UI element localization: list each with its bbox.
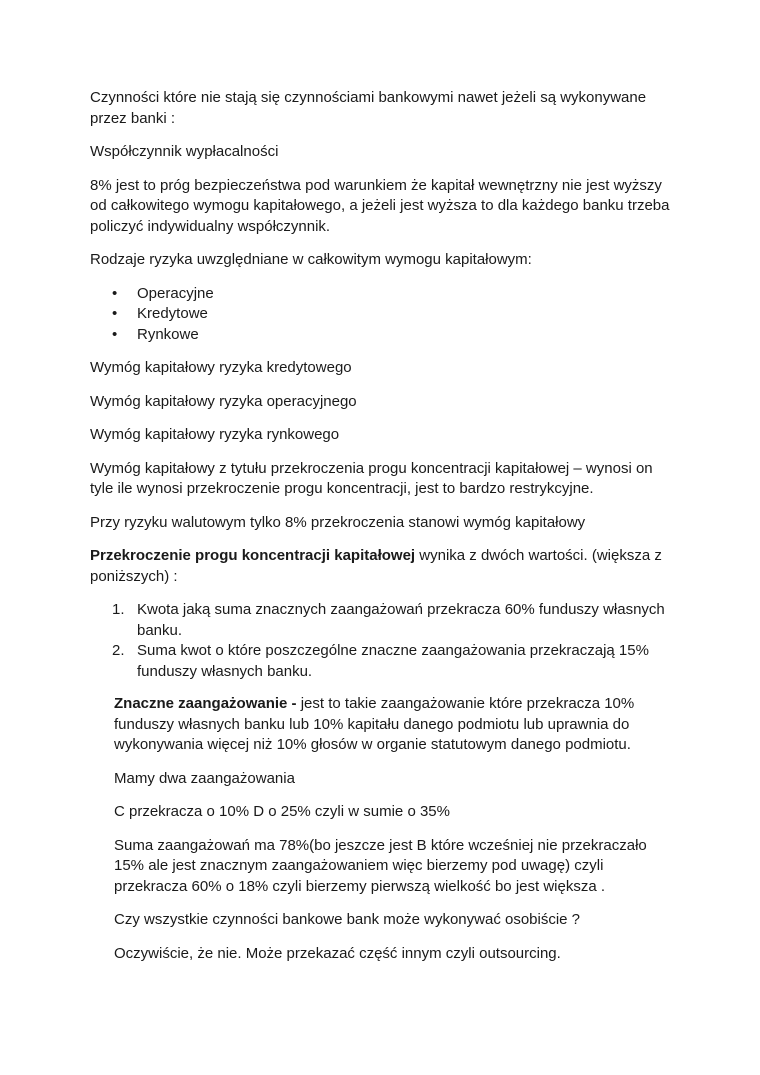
bullet-icon: • [112,305,118,322]
list-item [90,284,680,305]
list-item-text: Suma kwot o które poszczególne znaczne zaangażowania przekraczają 15% funduszy własnych banku. [137,642,649,680]
paragraph-currency-risk: Przy ryzyku walutowym tylko 8% przekroczenia stanowi wymóg kapitałowy [90,513,586,531]
heading-solvency-ratio: Współczynnik wypłacalności [90,143,279,160]
list-item [90,325,680,346]
paragraph-intro: Czynności które nie stają się czynnościami bankowymi nawet jeżeli są wykonywane przez banki : [90,89,647,127]
paragraph-concentration-excess [90,546,680,587]
paragraph-sum-exposures: Suma zaangażowań ma 78%(bo jeszcze jest B które wcześniej nie przekraczało 15% ale jest znacznym zaangażowaniem więc bierzemy pod uwagę) czyli przekracza 60% o 18% czyli bierzemy pierwszą wielkość bo jest większa . [114,836,647,895]
list-item [90,304,680,325]
paragraph-operational-risk: Wymóg kapitałowy ryzyka operacyjnego [90,392,357,410]
list-item [90,600,680,641]
paragraph-text: wynika z dwóch wartości. (większa z poniższych) : [90,547,662,585]
document-page [90,88,680,977]
numbered-list [90,600,680,682]
paragraph-risk-types: Rodzaje ryzyka uwzględniane w całkowitym wymogu kapitałowym: [90,251,532,268]
paragraph-credit-risk: Wymóg kapitałowy ryzyka kredytowego [90,359,352,376]
list-item-text: Kwota jaką suma znacznych zaangażowań przekracza 60% funduszy własnych banku. [137,601,665,639]
paragraph-question: Czy wszystkie czynności bankowe bank może wykonywać osobiście ? [114,911,581,928]
list-item [90,641,680,682]
paragraph-concentration-requirement: Wymóg kapitałowy z tytułu przekroczenia progu koncentracji kapitałowej – wynosi on tyle ile wynosi przekroczenie progu koncentracji, jest to bardzo restrykcyjne. [90,459,653,497]
bullet-icon: • [112,284,118,302]
paragraph-threshold: 8% jest to próg bezpieczeństwa pod warunkiem że kapitał wewnętrzny nie jest wyższy od całkowitego wymogu kapitałowego, a jeżeli jest wyższa to dla każdego banku trzeba policzyć indywidualny współczynnik. [90,176,670,235]
bullet-icon: • [112,325,118,343]
indented-section [114,694,680,964]
risk-types-list [90,284,680,346]
list-number: 1. [112,601,125,618]
bold-term: Przekroczenie progu koncentracji kapitałowej [90,547,416,564]
list-item-text: Operacyjne [137,284,214,302]
paragraph-market-risk: Wymóg kapitałowy ryzyka rynkowego [90,426,340,443]
paragraph-text: jest to takie zaangażowanie które przekracza 10% funduszy własnych banku lub 10% kapitału danego podmiotu lub uprawnia do wykonywania więcej niż 10% głosów w organie statutowym danego podmiotu. [114,695,635,753]
list-number: 2. [112,642,125,659]
paragraph-example-c-d: C przekracza o 10% D o 25% czyli w sumie o 35% [114,803,450,820]
bold-term: Znaczne zaangażowanie - [114,695,301,712]
list-item-text: Rynkowe [137,325,199,343]
list-item-text: Kredytowe [137,305,208,322]
paragraph-answer: Oczywiście, że nie. Może przekazać część innym czyli outsourcing. [114,944,561,962]
paragraph-significant-exposure [114,694,680,756]
paragraph-two-exposures: Mamy dwa zaangażowania [114,769,295,787]
